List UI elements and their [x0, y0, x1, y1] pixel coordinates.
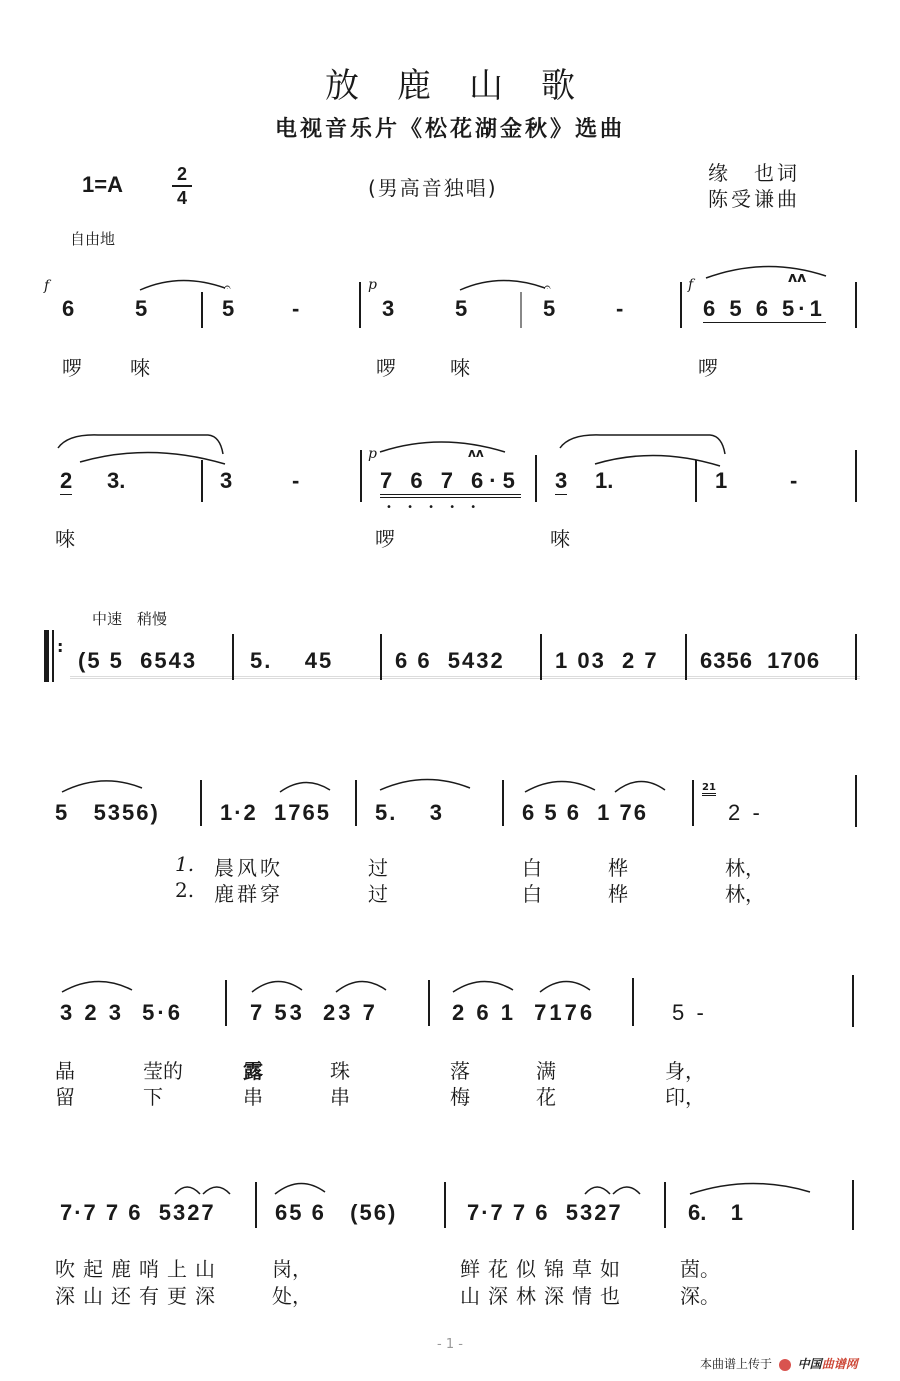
- lyric: 晨风吹: [214, 856, 283, 880]
- barline: [201, 460, 203, 502]
- measure: 2 6 1 7176: [452, 1000, 596, 1025]
- dynamic-forte: f: [44, 278, 50, 294]
- note-group: 7 6 7 6·5: [380, 468, 521, 498]
- note-group: 6 5 6 5·1: [703, 296, 826, 321]
- slur: [706, 264, 836, 284]
- lyric: 唻: [450, 356, 470, 380]
- slur: [525, 778, 605, 798]
- composer: 陈受谦曲: [708, 187, 800, 211]
- lyric: 过: [368, 856, 388, 880]
- repeat-start-thick-bar: [44, 630, 49, 682]
- barline: [852, 1180, 854, 1230]
- mordent-icon: ʌʌ: [468, 446, 484, 460]
- lyric: 身，: [665, 1059, 705, 1083]
- note: 3.: [107, 468, 126, 493]
- upload-note-text: 本曲谱上传于: [700, 1357, 773, 1371]
- slur: [615, 778, 675, 798]
- mordent-icon: ʌʌ: [788, 270, 807, 286]
- measure: 65 6 (56): [275, 1200, 398, 1225]
- lyric: 过: [368, 882, 388, 906]
- barline: [540, 634, 542, 680]
- note: 3: [555, 468, 568, 493]
- barline: [428, 980, 430, 1026]
- note: 5: [455, 296, 468, 321]
- slur: [380, 438, 510, 458]
- lyric: 啰: [375, 527, 395, 551]
- credits: [708, 160, 800, 212]
- dynamic-forte: f: [688, 277, 694, 293]
- note: 3: [220, 468, 233, 493]
- upload-note: [700, 1355, 858, 1372]
- barline: [355, 780, 357, 826]
- rest-dash: -: [616, 296, 624, 321]
- time-signature-bar: [172, 185, 192, 187]
- barline: [502, 780, 504, 826]
- song-title: 放鹿山歌: [325, 66, 613, 106]
- slur: [252, 978, 312, 998]
- measure: 1 03 2 7: [555, 648, 659, 673]
- barline: [232, 634, 234, 680]
- measure: 5 -: [672, 1000, 704, 1025]
- lyric: 莹的: [143, 1059, 183, 1083]
- barline: [692, 780, 694, 826]
- page-number: - 1 -: [437, 1337, 463, 1352]
- slur: [585, 1182, 655, 1198]
- measure: 7·7 7 6 5327: [60, 1200, 216, 1225]
- lyric: 白: [522, 882, 542, 906]
- grace-notes: 21: [702, 782, 716, 796]
- fermata-icon: 𝄐: [544, 280, 551, 294]
- barline: [680, 282, 682, 328]
- lyric: 鲜花似锦草如: [460, 1257, 628, 1281]
- barline: [695, 460, 697, 502]
- verse-number: 1.: [175, 852, 195, 876]
- lyric: 林，: [725, 882, 765, 906]
- lyric: 留: [55, 1085, 75, 1109]
- song-subtitle: 电视音乐片《松花湖金秋》选曲: [274, 117, 625, 142]
- lyric: 深山还有更深: [55, 1284, 223, 1308]
- measure: 5 5356): [55, 800, 160, 825]
- site-name[interactable]: 中国曲谱网: [797, 1357, 858, 1371]
- slur: [275, 1180, 335, 1200]
- lyric: 茵。: [680, 1257, 720, 1281]
- barline: [360, 450, 362, 502]
- measure: 5. 45: [250, 648, 334, 673]
- lyric: 串: [330, 1085, 350, 1109]
- slur: [380, 776, 480, 796]
- note: 6: [62, 296, 75, 321]
- rest-dash: -: [292, 296, 300, 321]
- slur: [336, 978, 396, 998]
- lyric: 唻: [130, 356, 150, 380]
- barline: [852, 975, 854, 1027]
- repeat-start-thin-bar: [52, 630, 54, 682]
- measure: 5. 3: [375, 800, 445, 825]
- lyric: 吹起鹿哨上山: [55, 1257, 223, 1281]
- note: 5: [135, 296, 148, 321]
- dynamic-piano: p: [368, 446, 377, 462]
- slur: [595, 452, 725, 472]
- measure: 3 2 3 5·6: [60, 1000, 183, 1025]
- lyric: 岗，: [272, 1257, 312, 1281]
- barline: [535, 455, 537, 502]
- note: 5: [222, 296, 235, 321]
- barline: [200, 780, 202, 826]
- barline: [201, 292, 203, 328]
- dynamic-piano: p: [368, 277, 377, 293]
- note: 2: [60, 468, 73, 493]
- slur: [140, 276, 230, 296]
- barline: [632, 978, 634, 1026]
- note: 3: [382, 296, 395, 321]
- measure: 7 53 23 7: [250, 1000, 378, 1025]
- lyric: 啰: [698, 356, 718, 380]
- measure: 6 5 6 1 76: [522, 800, 648, 825]
- rest-dash: -: [292, 468, 300, 493]
- note: 1.: [595, 468, 614, 493]
- underline-guides: [70, 676, 860, 687]
- slur: [280, 778, 340, 798]
- barline: [855, 775, 857, 827]
- barline: [225, 980, 227, 1026]
- lyric: 梅: [450, 1085, 470, 1109]
- lyric: 下: [143, 1085, 163, 1109]
- measure: 7·7 7 6 5327: [467, 1200, 623, 1225]
- slur: [62, 778, 182, 798]
- slur: [460, 276, 550, 296]
- low-octave-dots: • • • • •: [386, 502, 483, 513]
- measure: 6 6 5432: [395, 648, 505, 673]
- measure: 2 -: [728, 800, 760, 825]
- measure: 6. 1: [688, 1200, 744, 1225]
- slur: [175, 1182, 245, 1198]
- lyric: 露: [243, 1059, 263, 1083]
- barline: [855, 450, 857, 502]
- slur: [80, 448, 230, 468]
- verse-number: 2.: [175, 878, 195, 902]
- lyric: 晶: [55, 1059, 75, 1083]
- key-signature: 1=A: [82, 172, 123, 197]
- measure: (5 5 6543: [78, 648, 198, 673]
- lyric: 串: [243, 1085, 263, 1109]
- time-signature: [172, 164, 192, 208]
- lyric: 唻: [55, 527, 75, 551]
- rest-dash: -: [790, 468, 798, 493]
- lyric: 印，: [665, 1085, 705, 1109]
- repeat-dots: :: [57, 637, 64, 656]
- barline: [685, 634, 687, 680]
- time-signature-top: 2: [176, 164, 187, 184]
- voice-type: (男高音独唱): [368, 176, 498, 200]
- barline: [855, 282, 857, 328]
- lyric: 啰: [376, 356, 396, 380]
- slur: [62, 978, 142, 998]
- lyric: 珠: [330, 1059, 350, 1083]
- lyric: 白: [522, 856, 542, 880]
- lyric: 满: [536, 1059, 556, 1083]
- lyric: 花: [536, 1085, 556, 1109]
- tempo-free: 自由地: [70, 230, 116, 248]
- lyric: 桦: [608, 856, 628, 880]
- lyric: 山深林深情也: [460, 1284, 628, 1308]
- barline-dashed: [520, 292, 522, 328]
- measure: 6356 1706: [700, 648, 821, 673]
- lyric: 落: [450, 1059, 470, 1083]
- barline: [664, 1182, 666, 1228]
- slur: [690, 1180, 820, 1200]
- time-signature-bottom: 4: [176, 188, 187, 208]
- lyric: 桦: [608, 882, 628, 906]
- lyric: 啰: [62, 356, 82, 380]
- barline: [359, 282, 361, 328]
- lyric: 林，: [725, 856, 765, 880]
- slur: [453, 978, 523, 998]
- barline: [855, 634, 857, 680]
- lyric: 鹿群穿: [214, 882, 283, 906]
- tempo-moderate: 中速 稍慢: [92, 610, 168, 628]
- lyric: 唻: [550, 527, 570, 551]
- barline: [444, 1182, 446, 1228]
- slur: [540, 978, 600, 998]
- site-logo-icon: [779, 1359, 791, 1371]
- lyric: 处，: [272, 1284, 312, 1308]
- lyricist: 缘 也词: [708, 161, 800, 185]
- measure: 1·2 1765: [220, 800, 331, 825]
- barline: [380, 634, 382, 680]
- fermata-icon: 𝄐: [224, 280, 231, 294]
- barline: [255, 1182, 257, 1228]
- lyric: 深。: [680, 1284, 720, 1308]
- note: 5: [543, 296, 556, 321]
- note: 1: [715, 468, 728, 493]
